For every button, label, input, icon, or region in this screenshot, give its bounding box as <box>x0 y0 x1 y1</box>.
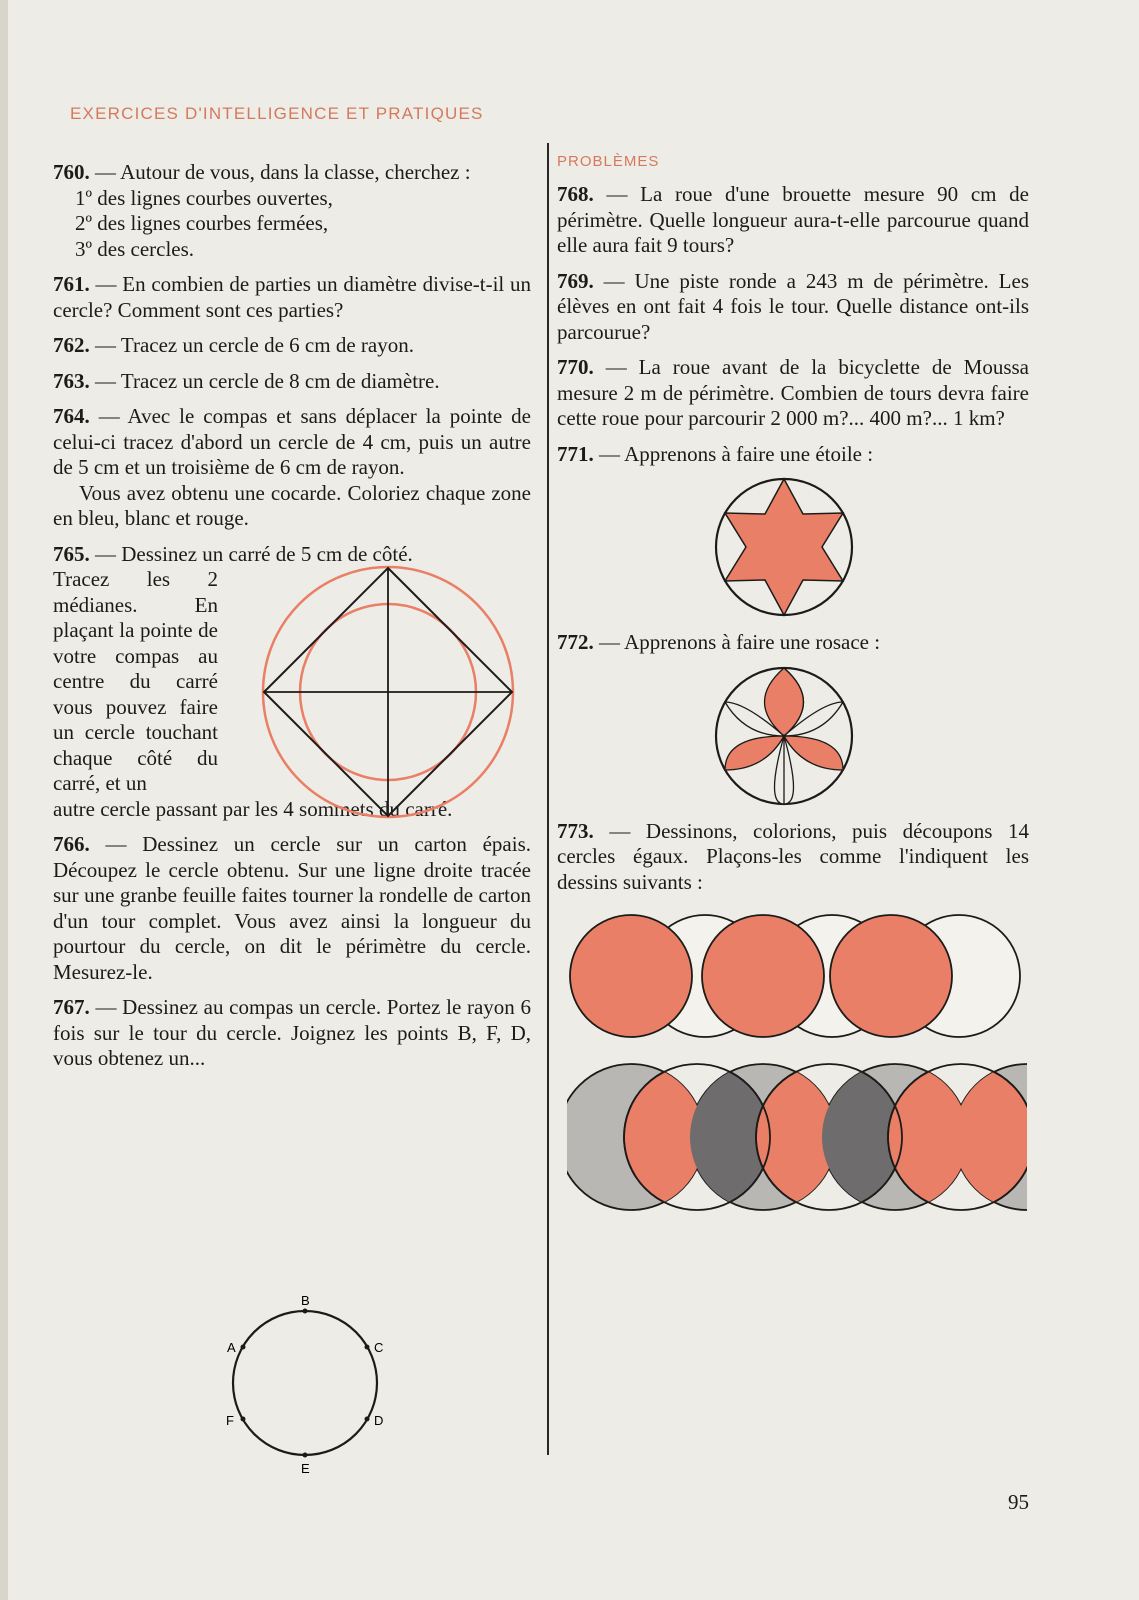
list-item: 2º des lignes courbes fermées, <box>75 211 329 235</box>
exercise-text: — Autour de vous, dans la classe, cherchez : <box>95 160 471 184</box>
point-c <box>365 1345 370 1350</box>
exercise-number: 767. <box>53 995 90 1019</box>
column-divider <box>547 143 549 1455</box>
rosace-petals <box>725 668 843 804</box>
exercise-number: 760. <box>53 160 90 184</box>
exercise-text-narrow: Tracez les 2 médianes. En plaçant la pointe de votre compas au centre du carré vous pouvez faire un cercle touchant chaque côté du carré, et un <box>53 567 218 795</box>
exercise-769 <box>557 269 1029 346</box>
exercise-766 <box>53 832 531 985</box>
circle-orange <box>830 915 952 1037</box>
exercise-number: 773. <box>557 818 594 843</box>
exercise-number: 763. <box>53 368 90 393</box>
exercise-number: 772. <box>557 630 594 654</box>
exercise-text: — Dessinez au compas un cercle. Portez le rayon 6 fois sur le tour du cercle. Joignez les points B, F, D, vous obtenez un... <box>53 995 531 1070</box>
circle-orange <box>702 915 824 1037</box>
exercise-text-full: autre cercle passant par les 4 sommets du carré. <box>53 796 453 821</box>
square-circles-figure <box>258 564 520 826</box>
exercise-770 <box>557 355 1029 432</box>
exercise-761 <box>53 272 531 323</box>
point-f <box>241 1417 246 1422</box>
exercise-number: 761. <box>53 272 90 296</box>
exercise-765 <box>53 542 531 823</box>
exercise-text: — La roue d'une brouette mesure 90 cm de périmètre. Quelle longueur aura-t-elle parcourue quand elle aura fait 9 tours? <box>557 182 1029 257</box>
exercise-text: — Dessinons, colorions, puis découpons 14 cercles égaux. Plaçons-les comme l'indiquent les dessins suivants : <box>557 818 1029 894</box>
exercise-772 <box>557 630 1029 809</box>
exercise-number: 769. <box>557 268 594 293</box>
label-d: D <box>374 1413 384 1428</box>
exercise-text-continued: Vous avez obtenu une cocarde. Coloriez chaque zone en bleu, blanc et rouge. <box>53 480 531 530</box>
list-item: 1º des lignes courbes ouvertes, <box>75 185 333 210</box>
rosace-figure <box>712 664 862 809</box>
star-figure <box>712 475 862 620</box>
section-title: EXERCICES D'INTELLIGENCE ET PRATIQUES <box>70 104 484 123</box>
exercise-773 <box>557 819 1029 896</box>
point-b <box>303 1309 308 1314</box>
exercise-number: 764. <box>53 404 90 428</box>
exercise-number: 771. <box>557 441 594 466</box>
exercise-text: — Avec le compas et sans déplacer la pointe de celui-ci tracez d'abord un cercle de 4 cm, puis un autre de 5 cm et un troisième de 6 cm de rayon. <box>53 404 532 479</box>
left-column <box>53 160 531 1082</box>
figure-circle <box>233 1311 377 1455</box>
list-item: 3º des cercles. <box>75 236 195 261</box>
exercise-text: — Apprenons à faire une rosace : <box>599 630 881 654</box>
subsection-title: PROBLÈMES <box>557 153 660 170</box>
exercise-text: — Une piste ronde a 243 m de périmètre. Les élèves en ont fait 4 fois le tour. Quelle distance ont-ils parcourue? <box>557 268 1030 344</box>
point-e <box>303 1453 308 1458</box>
exercise-text: — En combien de parties un diamètre divise-t-il un cercle? Comment sont ces parties? <box>53 272 532 322</box>
circles-row-2-figure <box>567 1057 1027 1217</box>
exercise-762 <box>53 333 531 359</box>
exercise-text: — Apprenons à faire une étoile : <box>599 441 874 466</box>
exercise-771 <box>557 442 1029 621</box>
label-e: E <box>301 1461 310 1475</box>
six-point-star <box>725 479 843 615</box>
exercise-number: 768. <box>557 182 594 206</box>
exercise-number: 762. <box>53 333 90 357</box>
exercise-text: — Tracez un cercle de 8 cm de diamètre. <box>95 368 440 393</box>
exercise-number: 766. <box>53 832 90 856</box>
label-f: F <box>226 1413 234 1428</box>
exercise-text: — La roue avant de la bicyclette de Moussa mesure 2 m de périmètre. Combien de tours devra faire cette roue pour parcourir 2 000 m?... 400 m?... 1 km? <box>557 355 1029 430</box>
page-number: 95 <box>1008 1490 1029 1514</box>
exercise-number: 770. <box>557 355 594 379</box>
exercise-text: — Dessinez un carré de 5 cm de côté. <box>95 541 413 566</box>
right-column <box>557 153 1029 1217</box>
exercise-764 <box>53 404 531 532</box>
exercise-text: — Tracez un cercle de 6 cm de rayon. <box>95 333 414 357</box>
circle-orange <box>570 915 692 1037</box>
label-a: A <box>227 1340 236 1355</box>
exercise-number: 765. <box>53 541 90 566</box>
label-b: B <box>301 1295 310 1308</box>
circle-points-figure <box>215 1295 395 1475</box>
label-c: C <box>374 1340 384 1355</box>
circles-row-1-figure <box>567 913 1027 1043</box>
exercise-text: — Dessinez un cercle sur un carton épais. Découpez le cercle obtenu. Sur une ligne droite tracée sur une granbe feuille faites tourner la rondelle de carton d'un tour complet. Vous avez ainsi la longueur du pourtour du cercle, on dit le périmètre du cercle. Mesurez-le. <box>53 832 532 984</box>
exercise-767 <box>53 995 531 1072</box>
point-a <box>241 1345 246 1350</box>
point-d <box>365 1417 370 1422</box>
page-edge <box>0 0 8 1600</box>
exercise-768 <box>557 182 1029 259</box>
exercise-760 <box>53 160 531 262</box>
exercise-763 <box>53 369 531 395</box>
